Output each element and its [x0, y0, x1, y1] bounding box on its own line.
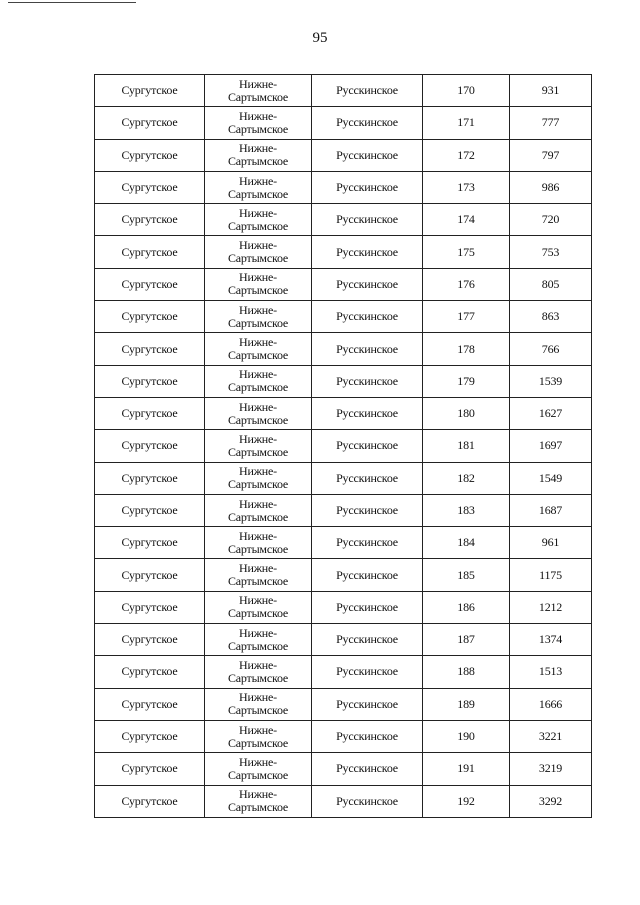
cell-area-line1: Нижне- — [239, 335, 277, 350]
cell-area-line2: Сартымское — [227, 315, 289, 330]
cell-field: Сургутское — [95, 365, 205, 397]
cell-license: Русскинское — [312, 301, 423, 333]
cell-area — [205, 462, 312, 494]
cell-area-line1: Нижне- — [239, 722, 277, 737]
cell-field: Сургутское — [95, 75, 205, 107]
cell-field: Сургутское — [95, 139, 205, 171]
cell-area-line2: Сартымское — [227, 735, 289, 750]
table-row — [95, 75, 592, 107]
cell-area-line2: Сартымское — [227, 574, 289, 589]
cell-area-line2: Сартымское — [227, 283, 289, 298]
table-row — [95, 236, 592, 268]
table-row — [95, 753, 592, 785]
cell-number: 179 — [423, 365, 510, 397]
cell-field: Сургутское — [95, 107, 205, 139]
cell-license: Русскинское — [312, 333, 423, 365]
table-row — [95, 301, 592, 333]
cell-value: 1549 — [510, 462, 592, 494]
cell-number: 187 — [423, 624, 510, 656]
cell-number: 188 — [423, 656, 510, 688]
cell-value: 766 — [510, 333, 592, 365]
cell-number: 177 — [423, 301, 510, 333]
cell-field: Сургутское — [95, 785, 205, 817]
cell-area-line1: Нижне- — [239, 173, 277, 188]
cell-license: Русскинское — [312, 688, 423, 720]
cell-number: 184 — [423, 527, 510, 559]
cell-number: 172 — [423, 139, 510, 171]
cell-license: Русскинское — [312, 171, 423, 203]
cell-license: Русскинское — [312, 139, 423, 171]
cell-area-line1: Нижне- — [239, 787, 277, 802]
cell-area — [205, 397, 312, 429]
cell-value: 1539 — [510, 365, 592, 397]
cell-license: Русскинское — [312, 494, 423, 526]
cell-area — [205, 591, 312, 623]
cell-license: Русскинское — [312, 430, 423, 462]
cell-area-line2: Сартымское — [227, 509, 289, 524]
cell-number: 183 — [423, 494, 510, 526]
cell-number: 186 — [423, 591, 510, 623]
cell-area-line2: Сартымское — [227, 154, 289, 169]
cell-area — [205, 527, 312, 559]
cell-area-line1: Нижне- — [239, 76, 277, 91]
cell-area — [205, 301, 312, 333]
table-body — [95, 75, 592, 818]
cell-area-line1: Нижне- — [239, 141, 277, 156]
cell-field: Сургутское — [95, 688, 205, 720]
cell-area-line2: Сартымское — [227, 444, 289, 459]
cell-license: Русскинское — [312, 591, 423, 623]
cell-area-line1: Нижне- — [239, 593, 277, 608]
cell-area — [205, 785, 312, 817]
cell-value: 1697 — [510, 430, 592, 462]
cell-number: 178 — [423, 333, 510, 365]
cell-area-line1: Нижне- — [239, 561, 277, 576]
cell-area-line2: Сартымское — [227, 477, 289, 492]
table-row — [95, 397, 592, 429]
cell-area — [205, 365, 312, 397]
cell-area-line1: Нижне- — [239, 238, 277, 253]
cell-field: Сургутское — [95, 301, 205, 333]
cell-value: 1687 — [510, 494, 592, 526]
table-row — [95, 720, 592, 752]
page-number: 95 — [312, 30, 328, 46]
cell-field: Сургутское — [95, 171, 205, 203]
table-row — [95, 494, 592, 526]
cell-area — [205, 559, 312, 591]
cell-area-line1: Нижне- — [239, 690, 277, 705]
cell-field: Сургутское — [95, 527, 205, 559]
cell-value: 777 — [510, 107, 592, 139]
cell-area-line1: Нижне- — [239, 754, 277, 769]
cell-area-line1: Нижне- — [239, 528, 277, 543]
cell-field: Сургутское — [95, 397, 205, 429]
cell-area — [205, 753, 312, 785]
cell-value: 1175 — [510, 559, 592, 591]
table-row — [95, 171, 592, 203]
cell-license: Русскинское — [312, 462, 423, 494]
cell-area-line1: Нижне- — [239, 464, 277, 479]
cell-area-line2: Сартымское — [227, 89, 289, 104]
table-row — [95, 139, 592, 171]
cell-field: Сургутское — [95, 204, 205, 236]
cell-value: 961 — [510, 527, 592, 559]
cell-number: 170 — [423, 75, 510, 107]
cell-area — [205, 171, 312, 203]
cell-area — [205, 204, 312, 236]
cell-value: 1666 — [510, 688, 592, 720]
cell-area-line2: Сартымское — [227, 767, 289, 782]
cell-area-line2: Сартымское — [227, 348, 289, 363]
table-row — [95, 462, 592, 494]
cell-number: 192 — [423, 785, 510, 817]
cell-field: Сургутское — [95, 656, 205, 688]
cell-area-line1: Нижне- — [239, 399, 277, 414]
cell-license: Русскинское — [312, 720, 423, 752]
cell-license: Русскинское — [312, 397, 423, 429]
table-row — [95, 559, 592, 591]
cell-value: 863 — [510, 301, 592, 333]
cell-value: 1513 — [510, 656, 592, 688]
table-row — [95, 333, 592, 365]
cell-value: 1627 — [510, 397, 592, 429]
cell-area — [205, 624, 312, 656]
cell-area — [205, 268, 312, 300]
cell-area — [205, 430, 312, 462]
cell-field: Сургутское — [95, 591, 205, 623]
cell-area — [205, 107, 312, 139]
cell-number: 181 — [423, 430, 510, 462]
cell-license: Русскинское — [312, 107, 423, 139]
cell-value: 3221 — [510, 720, 592, 752]
cell-number: 175 — [423, 236, 510, 268]
cell-area-line2: Сартымское — [227, 218, 289, 233]
cell-area-line2: Сартымское — [227, 606, 289, 621]
cell-area — [205, 333, 312, 365]
cell-area-line1: Нижне- — [239, 496, 277, 511]
table-row — [95, 430, 592, 462]
cell-value: 1212 — [510, 591, 592, 623]
cell-value: 720 — [510, 204, 592, 236]
cell-area — [205, 139, 312, 171]
cell-area — [205, 236, 312, 268]
cell-field: Сургутское — [95, 462, 205, 494]
cell-value: 805 — [510, 268, 592, 300]
cell-number: 173 — [423, 171, 510, 203]
table-row — [95, 688, 592, 720]
table-row — [95, 268, 592, 300]
cell-area-line2: Сартымское — [227, 703, 289, 718]
cell-license: Русскинское — [312, 624, 423, 656]
cell-license: Русскинское — [312, 236, 423, 268]
table-row — [95, 107, 592, 139]
cell-field: Сургутское — [95, 236, 205, 268]
cell-area-line2: Сартымское — [227, 412, 289, 427]
cell-license: Русскинское — [312, 75, 423, 107]
cell-license: Русскинское — [312, 268, 423, 300]
cell-number: 185 — [423, 559, 510, 591]
cell-area-line1: Нижне- — [239, 270, 277, 285]
cell-field: Сургутское — [95, 268, 205, 300]
cell-area-line1: Нижне- — [239, 205, 277, 220]
cell-license: Русскинское — [312, 753, 423, 785]
cell-field: Сургутское — [95, 494, 205, 526]
cell-area-line1: Нижне- — [239, 657, 277, 672]
cell-area-line1: Нижне- — [239, 625, 277, 640]
cell-license: Русскинское — [312, 527, 423, 559]
table-row — [95, 624, 592, 656]
cell-area-line2: Сартымское — [227, 800, 289, 815]
cell-value: 3219 — [510, 753, 592, 785]
cell-value: 931 — [510, 75, 592, 107]
cell-license: Русскинское — [312, 785, 423, 817]
table-row — [95, 527, 592, 559]
data-table — [94, 74, 592, 818]
cell-value: 986 — [510, 171, 592, 203]
cell-number: 176 — [423, 268, 510, 300]
cell-area-line1: Нижне- — [239, 431, 277, 446]
cell-area-line2: Сартымское — [227, 121, 289, 136]
cell-area — [205, 720, 312, 752]
cell-field: Сургутское — [95, 624, 205, 656]
cell-area-line1: Нижне- — [239, 108, 277, 123]
cell-area-line2: Сартымское — [227, 380, 289, 395]
cell-value: 3292 — [510, 785, 592, 817]
cell-value: 1374 — [510, 624, 592, 656]
cell-area-line2: Сартымское — [227, 670, 289, 685]
cell-field: Сургутское — [95, 559, 205, 591]
cell-license: Русскинское — [312, 559, 423, 591]
table-row — [95, 656, 592, 688]
cell-number: 180 — [423, 397, 510, 429]
cell-area-line2: Сартымское — [227, 251, 289, 266]
cell-value: 753 — [510, 236, 592, 268]
cell-area-line1: Нижне- — [239, 367, 277, 382]
cell-number: 182 — [423, 462, 510, 494]
scan-corner-mark — [8, 2, 136, 3]
cell-number: 174 — [423, 204, 510, 236]
cell-number: 190 — [423, 720, 510, 752]
cell-number: 191 — [423, 753, 510, 785]
cell-area — [205, 494, 312, 526]
table-row — [95, 204, 592, 236]
table-row — [95, 365, 592, 397]
cell-area-line2: Сартымское — [227, 541, 289, 556]
cell-field: Сургутское — [95, 720, 205, 752]
cell-field: Сургутское — [95, 333, 205, 365]
cell-area — [205, 688, 312, 720]
cell-field: Сургутское — [95, 753, 205, 785]
table-row — [95, 591, 592, 623]
cell-area-line1: Нижне- — [239, 302, 277, 317]
cell-area-line2: Сартымское — [227, 186, 289, 201]
cell-area — [205, 75, 312, 107]
cell-value: 797 — [510, 139, 592, 171]
cell-field: Сургутское — [95, 430, 205, 462]
cell-number: 189 — [423, 688, 510, 720]
cell-license: Русскинское — [312, 204, 423, 236]
cell-license: Русскинское — [312, 365, 423, 397]
cell-license: Русскинское — [312, 656, 423, 688]
cell-area-line2: Сартымское — [227, 638, 289, 653]
cell-area — [205, 656, 312, 688]
table-row — [95, 785, 592, 817]
cell-number: 171 — [423, 107, 510, 139]
